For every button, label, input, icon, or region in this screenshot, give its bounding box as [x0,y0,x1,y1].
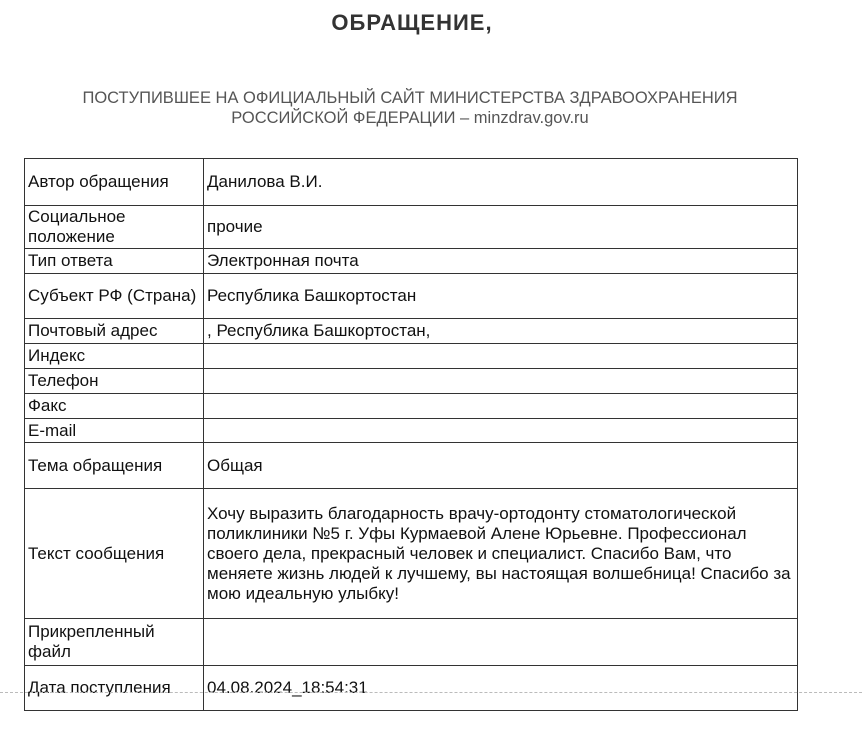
field-label: Социальное положение [25,206,204,249]
field-value [204,419,798,443]
field-label: Прикрепленный файл [25,619,204,666]
field-value: 04.08.2024_18:54:31 [204,666,798,711]
form-row-email [25,419,798,443]
form-row-postal-address [25,319,798,344]
scan-artifact-line [0,692,862,693]
field-value: Данилова В.И. [204,159,798,206]
form-row-response-type [25,249,798,274]
field-label: Индекс [25,344,204,369]
field-value: Республика Башкортостан [204,274,798,319]
field-label: Факс [25,394,204,419]
field-label: Субъект РФ (Страна) [25,274,204,319]
form-row-author [25,159,798,206]
field-value: , Республика Башкортостан, [204,319,798,344]
subtitle-line-2: РОССИЙСКОЙ ФЕДЕРАЦИИ – minzdrav.gov.ru [231,109,589,127]
form-row-attachment [25,619,798,666]
form-row-fax [25,394,798,419]
form-row-topic [25,443,798,489]
form-row-message [25,489,798,619]
field-value: Электронная почта [204,249,798,274]
field-value [204,394,798,419]
field-value: прочие [204,206,798,249]
field-label: Автор обращения [25,159,204,206]
appeal-form-table [24,158,798,711]
field-value: Хочу выразить благодарность врачу-ортодонту стоматологической поликлиники №5 г. Уфы Курмаевой Алене Юрьевне. Профессионал своего дела, прекрасный человек и специалист. Спасибо Вам, что меняете жизнь людей к лучшему, вы настоящая волшебница! Спасибо за мою идеальную улыбку! [204,489,798,619]
form-row-index [25,344,798,369]
field-value [204,369,798,394]
form-row-region [25,274,798,319]
field-label: Дата поступления [25,666,204,711]
field-label: Текст сообщения [25,489,204,619]
field-label: Тип ответа [25,249,204,274]
form-row-social-status [25,206,798,249]
field-label: Телефон [25,369,204,394]
field-value: Общая [204,443,798,489]
subtitle-line-1: ПОСТУПИВШЕЕ НА ОФИЦИАЛЬНЫЙ САЙТ МИНИСТЕРСТВА ЗДРАВООХРАНЕНИЯ [82,89,738,107]
form-row-phone [25,369,798,394]
field-label: Тема обращения [25,443,204,489]
field-label: Почтовый адрес [25,319,204,344]
document-title: ОБРАЩЕНИЕ, [331,10,493,35]
field-value [204,619,798,666]
document-subtitle [0,88,820,128]
field-label: E-mail [25,419,204,443]
form-row-date-received [25,666,798,711]
field-value [204,344,798,369]
